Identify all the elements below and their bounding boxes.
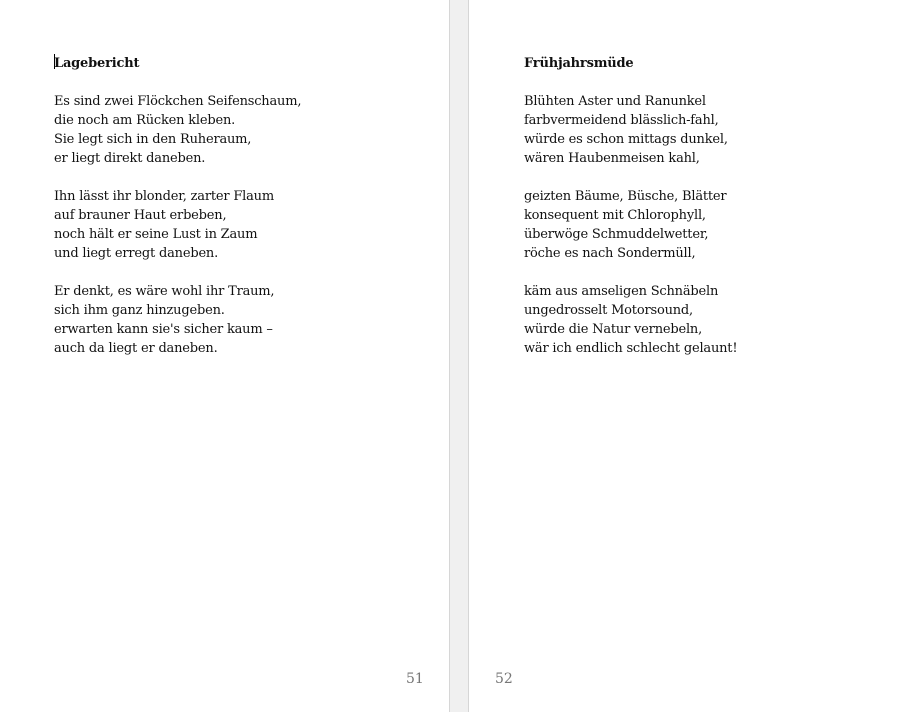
page-number: 52 (495, 671, 513, 687)
poem-title[interactable]: Frühjahrsmüde (524, 56, 634, 71)
poem-line[interactable]: auf brauner Haut erbeben, (54, 208, 227, 223)
page-number: 51 (406, 671, 424, 687)
stanza-3 (524, 282, 737, 358)
poem-line[interactable]: konsequent mit Chlorophyll, (524, 208, 706, 223)
poem-line[interactable]: überwöge Schmuddelwetter, (524, 227, 709, 242)
poem-line[interactable]: auch da liegt er daneben. (54, 341, 218, 356)
page-gutter (449, 0, 469, 712)
poem-lagebericht (54, 54, 301, 377)
stanza-2 (524, 187, 737, 263)
poem-line[interactable]: er liegt direkt daneben. (54, 151, 206, 166)
stanza-3 (54, 282, 301, 358)
stanza-2 (54, 187, 301, 263)
poem-line[interactable]: erwarten kann sie's sicher kaum – (54, 322, 273, 337)
poem-line[interactable]: wär ich endlich schlecht gelaunt! (524, 341, 738, 356)
poem-line[interactable]: ungedrosselt Motorsound, (524, 303, 693, 318)
poem-line[interactable]: röche es nach Sondermüll, (524, 246, 696, 261)
stanza-1 (54, 92, 301, 168)
poem-line[interactable]: noch hält er seine Lust in Zaum (54, 227, 258, 242)
poem-line[interactable]: Ihn lässt ihr blonder, zarter Flaum (54, 189, 274, 204)
page-52[interactable] (469, 0, 917, 712)
page-51[interactable] (0, 0, 449, 712)
poem-line[interactable]: Sie legt sich in den Ruheraum, (54, 132, 252, 147)
poem-line[interactable]: und liegt erregt daneben. (54, 246, 219, 261)
poem-line[interactable]: farbvermeidend blässlich-fahl, (524, 113, 719, 128)
poem-line[interactable]: geizten Bäume, Büsche, Blätter (524, 189, 727, 204)
poem-line[interactable]: Er denkt, es wäre wohl ihr Traum, (54, 284, 275, 299)
poem-line[interactable]: würde die Natur vernebeln, (524, 322, 703, 337)
poem-line[interactable]: würde es schon mittags dunkel, (524, 132, 728, 147)
poem-title[interactable]: Lagebericht (54, 56, 140, 71)
poem-line[interactable]: Blühten Aster und Ranunkel (524, 94, 706, 109)
poem-line[interactable]: Es sind zwei Flöckchen Seifenschaum, (54, 94, 302, 109)
poem-line[interactable]: sich ihm ganz hinzugeben. (54, 303, 225, 318)
stanza-1 (524, 92, 737, 168)
poem-fruehjahrsmuede (524, 54, 737, 377)
poem-line[interactable]: die noch am Rücken kleben. (54, 113, 236, 128)
poem-line[interactable]: wären Haubenmeisen kahl, (524, 151, 700, 166)
poem-line[interactable]: käm aus amseligen Schnäbeln (524, 284, 719, 299)
